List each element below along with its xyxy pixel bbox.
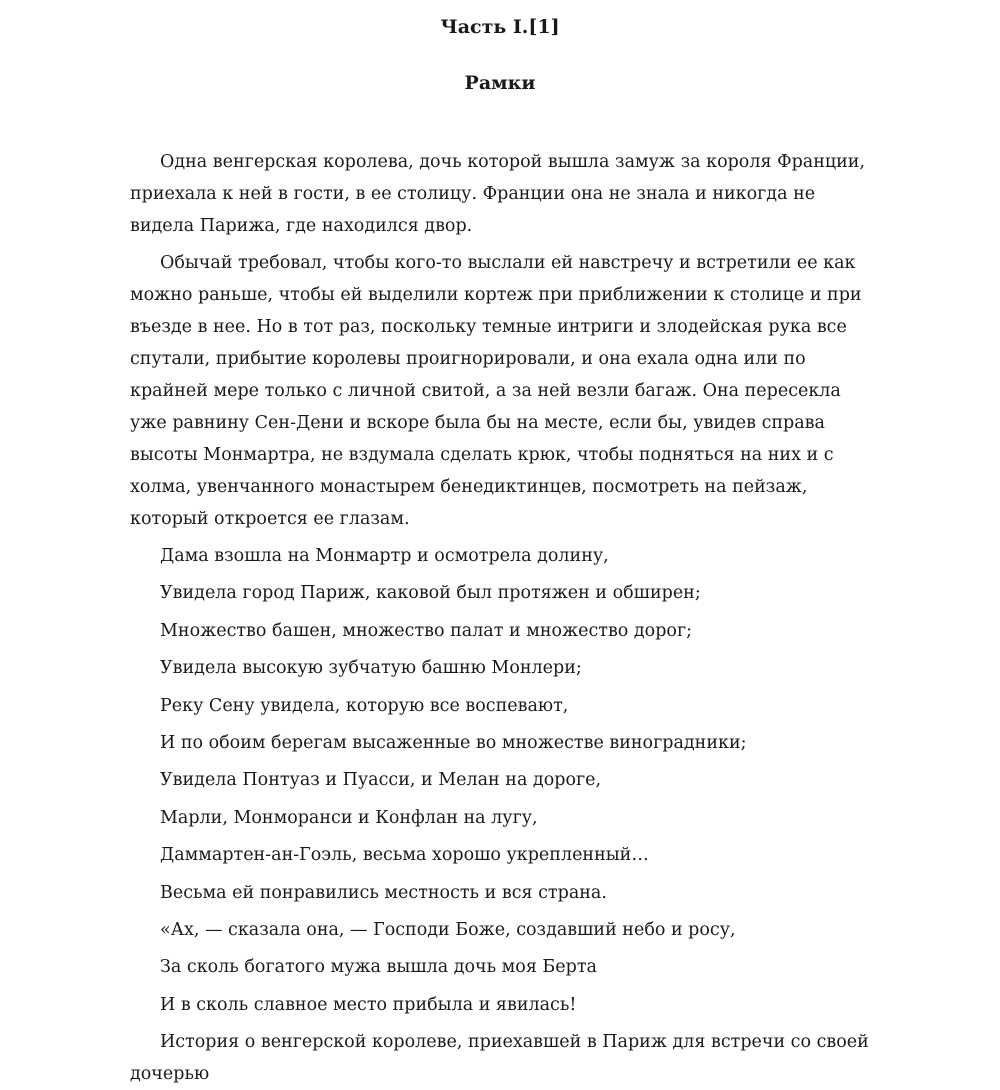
verse-block — [130, 540, 870, 1021]
verse-line: «Ах, — сказала она, — Господи Боже, создавший небо и росу, — [160, 919, 736, 940]
paragraph: История о венгерской королеве, приехавшей в Париж для встречи со своей дочерью — [130, 1032, 869, 1085]
verse-line: Увидела высокую зубчатую башню Монлери; — [160, 658, 582, 679]
verse-line: Весьма ей понравились местность и вся страна. — [160, 882, 607, 903]
verse-line: Реку Сену увидела, которую все воспевают, — [160, 695, 569, 716]
verse-line: Дама взошла на Монмартр и осмотрела долину, — [160, 546, 609, 566]
verse-line: Даммартен-ан-Гоэль, весьма хорошо укрепленный… — [160, 845, 649, 866]
document-page — [0, 14, 1000, 1085]
paragraph: Обычай требовал, чтобы кого-то выслали ей навстречу и встретили ее как можно раньше, чтобы ей выделили кортеж при приближении к столице и при въезде в нее. Но в тот раз, поскольку темные интриги и злодейская рука все спутали, прибытие королевы проигнорировали, и она ехала одна или по крайней мере только с личной свитой, а за ней везли багаж. Она пересекла уже равнину Сен-Дени и вскоре была бы на месте, если бы, увидев справа высоты Монмартра, не вздумала сделать крюк, чтобы подняться на них и с холма, увенчанного монастырем бенедиктинцев, посмотреть на пейзаж, который откроется ее глазам. — [130, 253, 862, 529]
verse-line: И в сколь славное место прибыла и явилась! — [160, 994, 577, 1015]
verse-line: Марли, Монморанси и Конфлан на лугу, — [160, 807, 538, 828]
body-text — [130, 146, 870, 1090]
verse-line: Множество башен, множество палат и множество дорог; — [160, 620, 693, 641]
paragraph: Одна венгерская королева, дочь которой вышла замуж за короля Франции, приехала к ней в гости, в ее столицу. Франции она не знала и никогда не видела Парижа, где находился двор. — [130, 152, 866, 236]
verse-line: Увидела город Париж, каковой был протяжен и обширен; — [160, 583, 701, 604]
verse-line: И по обоим берегам высаженные во множестве виноградники; — [160, 732, 747, 753]
part-title: Часть I.[1] — [440, 16, 560, 38]
chapter-title: Рамки — [464, 72, 536, 94]
verse-line: Увидела Понтуаз и Пуасси, и Мелан на дороге, — [160, 770, 602, 791]
verse-line: За сколь богатого мужа вышла дочь моя Берта — [160, 957, 597, 978]
